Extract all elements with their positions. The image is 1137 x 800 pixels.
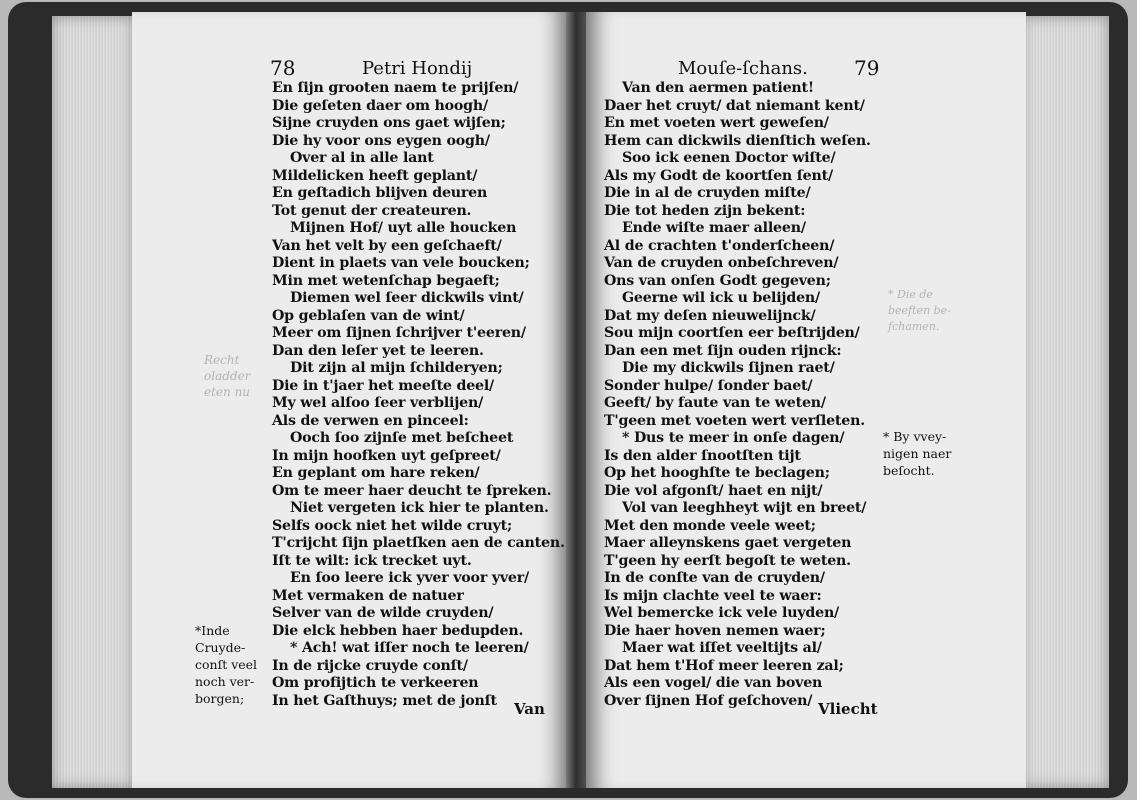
verse-line: Met den monde veele weet;: [604, 517, 816, 534]
verse-line: In mijn hoofken uyt geſpreet/: [272, 447, 501, 464]
verse-line: Iſt te wilt: ick trecket uyt.: [272, 552, 472, 569]
verse-line: En geplant om hare reken/: [272, 465, 480, 481]
left-page-edges: [52, 16, 134, 788]
right-page: [586, 12, 1026, 788]
margin-note-left: [195, 622, 257, 707]
verse-line: T'geen met voeten wert verſleten.: [604, 412, 865, 429]
verse-line: Soo ick eenen Doctor wiſte/: [622, 150, 836, 166]
page-number-left: 78: [270, 56, 296, 80]
verse-line: In het Gaſthuys; met de jonſt: [272, 692, 497, 709]
verse-line: Die tot heden zijn bekent:: [604, 202, 806, 219]
verse-line: In de rijcke cruyde conſt/: [272, 657, 468, 674]
verse-line: Die vol afgonſt/ haet en nijt/: [604, 482, 823, 499]
margin-note-line: beſocht.: [883, 463, 935, 478]
verse-line: Hem can dickwils dienſtich weſen.: [604, 132, 871, 149]
verse-line: Over al in alle lant: [290, 150, 434, 166]
verse-line: Op geblaſen van de wint/: [272, 307, 465, 324]
verse-line: Sijne cruyden ons gaet wijſen;: [272, 115, 506, 131]
verse-line: Daer het cruyt/ dat niemant kent/: [604, 97, 865, 114]
verse-line: Al de crachten t'onderſcheen/: [604, 237, 835, 254]
verse-line: Dat hem t'Hof meer leeren zal;: [604, 657, 844, 674]
verse-line: Die geſeten daer om hoogh/: [272, 97, 488, 114]
verse-line: Dient in plaets van vele boucken;: [272, 255, 530, 271]
verse-line: Sou mijn coortſen eer beſtrijden/: [604, 325, 860, 341]
verse-line: Die elck hebben haer bedupden.: [272, 622, 524, 639]
verse-line: En ſoo leere ick yver voor yver/: [290, 570, 529, 586]
verse-line: En ſijn grooten naem te prijſen/: [272, 80, 519, 96]
verse-line: Als my Godt de koortſen ſent/: [604, 167, 833, 184]
verse-line: * Ach! wat iſſer noch te leeren/: [290, 640, 529, 656]
verse-line: Dit zijn al mijn ſchilderyen;: [290, 360, 503, 376]
margin-note-line: noch ver-: [195, 674, 255, 689]
margin-note-line: * By vvey-: [883, 429, 947, 444]
verse-line: Ooch ſoo zijnſe met beſcheet: [290, 430, 514, 446]
catchword-left: Van: [514, 700, 545, 718]
verse-line: In de conſte van de cruyden/: [604, 570, 825, 586]
verse-line: Maer alleynskens gaet vergeten: [604, 535, 852, 551]
verse-line: Als de verwen en pinceel:: [272, 412, 469, 429]
show-through-text: Recht oladder eten nu: [204, 353, 251, 399]
verse-line: Mildelicken heeft geplant/: [272, 167, 478, 184]
left-verse-block: [272, 80, 565, 710]
verse-line: Als een vogel/ die van boven: [604, 675, 823, 691]
verse-line: Selfs oock niet het wilde cruyt;: [272, 517, 513, 534]
verse-line: Ende wiſte maer alleen/: [622, 220, 806, 236]
verse-line: T'geen hy eerſt begoſt te weten.: [604, 552, 851, 569]
margin-note-line: conſt veel: [195, 657, 258, 672]
gutter: [566, 12, 588, 788]
verse-line: Om te meer haer deucht te ſpreken.: [272, 482, 552, 499]
margin-note-line: borgen;: [195, 691, 245, 706]
verse-line: T'crijcht ſijn plaetſken aen de canten.: [272, 535, 565, 551]
verse-line: Van het velt by een geſchaeft/: [272, 237, 502, 254]
margin-note-line: Cruyde-: [195, 640, 246, 655]
verse-line: Met vermaken de natuer: [272, 587, 464, 604]
verse-line: * Dus te meer in onſe dagen/: [622, 430, 845, 446]
verse-line: Mijnen Hof/ uyt alle houcken: [290, 220, 517, 236]
verse-line: Wel bemercke ick vele luyden/: [604, 605, 840, 621]
verse-line: Tot genut der createuren.: [272, 202, 472, 219]
verse-line: Dan den leſer yet te leeren.: [272, 342, 484, 359]
verse-line: Van de cruyden onbeſchreven/: [604, 255, 839, 271]
verse-line: Ons van onſen Godt gegeven;: [604, 272, 831, 289]
margin-note-right: [883, 428, 951, 479]
catchword-right: Vliecht: [818, 700, 878, 718]
verse-line: Geeft/ by faute van te weten/: [604, 395, 826, 411]
verse-line: Selver van de wilde cruyden/: [272, 605, 494, 621]
verse-line: Vol van leeghheyt wijt en breet/: [622, 500, 867, 516]
verse-line: En met voeten wert geweſen/: [604, 115, 829, 131]
right-page-edges: [1021, 16, 1109, 788]
verse-line: Is mijn clachte veel te waer:: [604, 587, 822, 604]
verse-line: Om profijtich te verkeeren: [272, 675, 479, 691]
verse-line: Is den alder ſnootſten tijt: [604, 447, 801, 464]
verse-line: Dan een met ſijn ouden rijnck:: [604, 342, 842, 359]
verse-line: Die in al de cruyden miſte/: [604, 185, 811, 201]
verse-line: Geerne wil ick u belijden/: [622, 290, 821, 306]
verse-line: Dat my deſen nieuwelijnck/: [604, 307, 816, 324]
running-head-left: Petri Hondij: [362, 58, 473, 79]
right-verse-block: [604, 80, 871, 710]
margin-note-line: nigen naer: [883, 446, 952, 461]
verse-line: Meer om ſijnen ſchrijver t'eeren/: [272, 325, 526, 341]
show-through-note: * Die de beeften be- fchamen.: [888, 288, 951, 333]
margin-note-line: *Inde: [195, 623, 230, 638]
verse-line: Die hy voor ons eygen oogh/: [272, 132, 490, 149]
verse-line: Die my dickwils ſijnen raet/: [622, 360, 835, 376]
running-head-right: Mouſe-ſchans.: [678, 58, 808, 79]
verse-line: Op het hooghſte te beclagen;: [604, 465, 830, 481]
verse-line: Die in t'jaer het meeſte deel/: [272, 377, 495, 394]
verse-line: Over ſijnen Hof geſchoven/: [604, 692, 813, 709]
verse-line: Sonder hulpe/ ſonder baet/: [604, 377, 813, 394]
verse-line: Maer wat iſſet veeltijts al/: [622, 640, 822, 656]
verse-line: Diemen wel ſeer dickwils vint/: [290, 290, 524, 306]
verse-line: En geſtadich blijven deuren: [272, 185, 488, 201]
verse-line: Van den aermen patient!: [622, 80, 814, 96]
verse-line: My wel alſoo ſeer verblijen/: [272, 395, 484, 411]
page-number-right: 79: [854, 56, 880, 80]
book: [8, 2, 1128, 798]
verse-line: Niet vergeten ick hier te planten.: [290, 500, 549, 516]
verse-line: Die haer hoven nemen waer;: [604, 622, 826, 639]
verse-line: Min met wetenſchap begaeft;: [272, 272, 500, 289]
